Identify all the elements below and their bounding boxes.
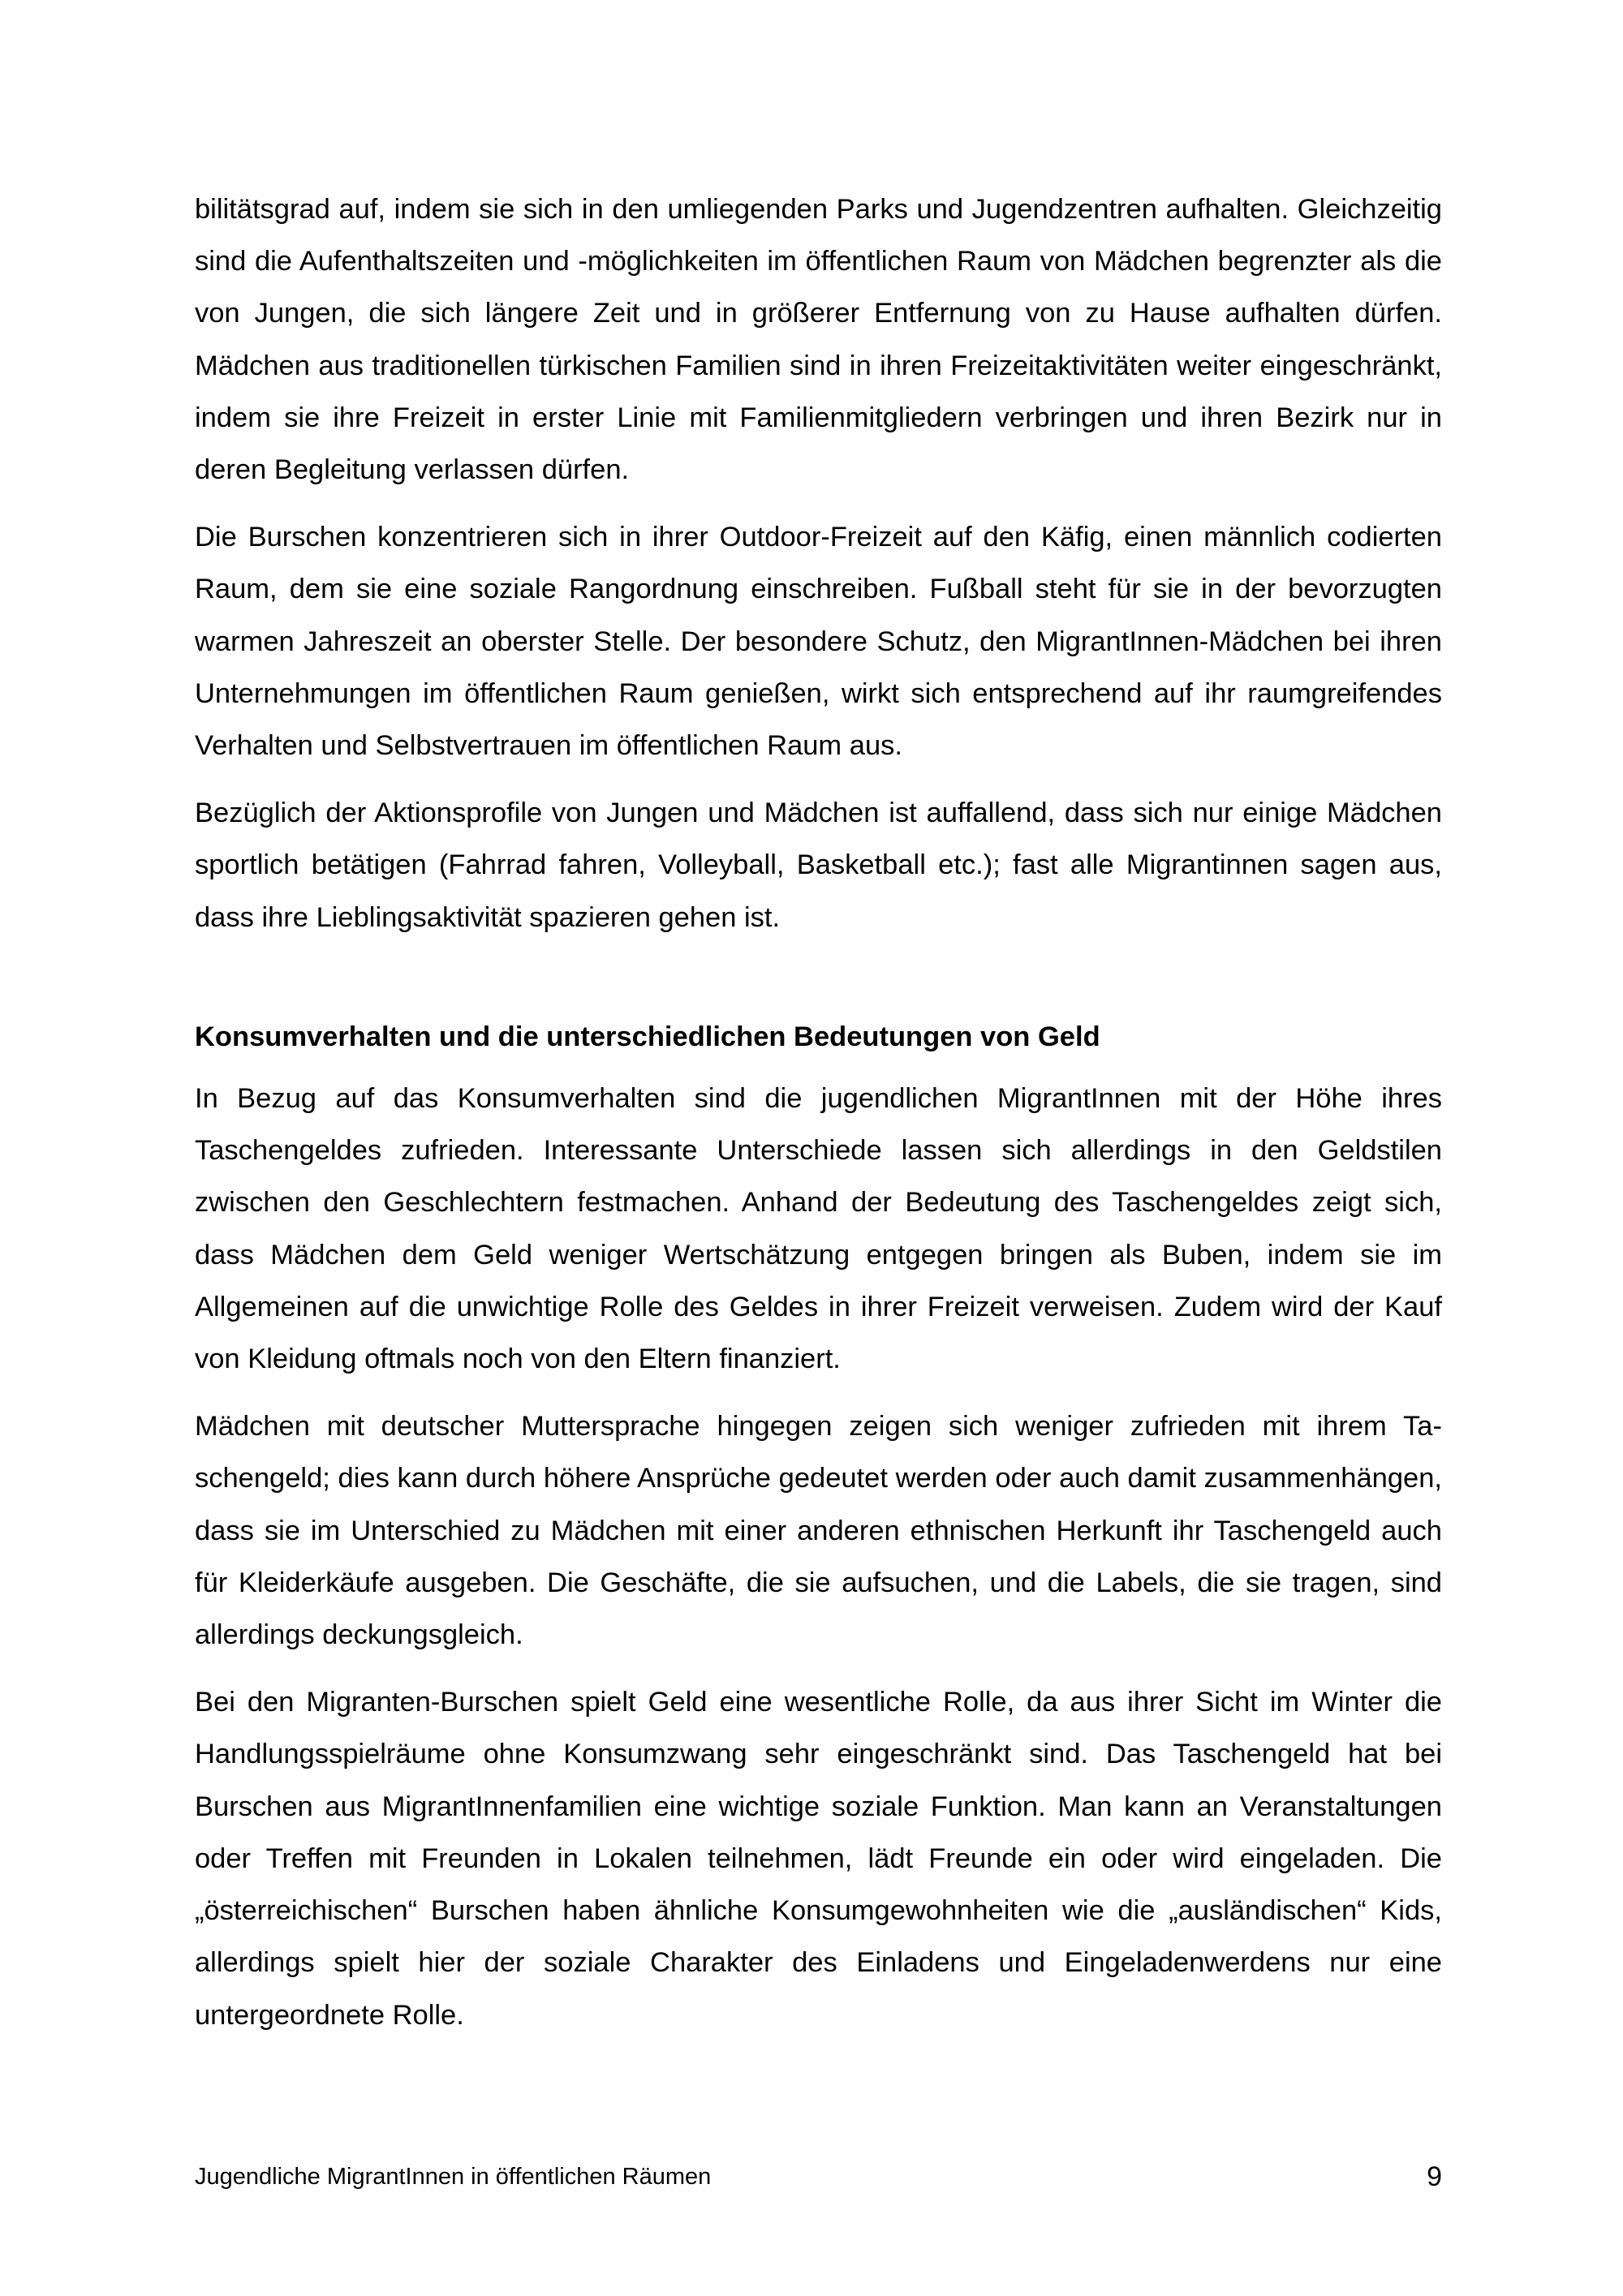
paragraph: Bei den Migranten-Burschen spielt Geld eine wesentliche Rolle, da aus ihrer Sicht im Winter die Handlungsspielräume ohne Konsumzwang sehr eingeschränkt sind. Das Taschengeld hat bei Burschen aus MigrantInnenfamilien eine wichtige soziale Funktion. Man kann an Veranstaltungen oder Treffen mit Freunden in Lokalen teilnehmen, lädt Freunde ein oder wird eingeladen. Die „österreichischen“ Burschen haben ähnliche Konsumgewohnheiten wie die „ausländischen“ Kids, allerdings spielt hier der soziale Charakter des Einladens und Eingeladenwerdens nur eine untergeordnete Rolle. [195,1687,1442,2031]
page-number: 9 [1427,2161,1442,2192]
section-heading: Konsumverhalten und die unterschiedlichen Bedeutungen von Geld [195,1021,1100,1052]
paragraph: Die Burschen konzentrieren sich in ihrer Outdoor-Freizeit auf den Käfig, einen männlich codierten Raum, dem sie eine soziale Rangordnung einschreiben. Fußball steht für sie in der bevorzugten warmen Jahreszeit an oberster Stelle. Der besondere Schutz, den MigrantInnen-Mädchen bei ihren Unternehmungen im öffentlichen Raum genießen, wirkt sich entsprechend auf ihr raumgreifendes Verhalten und Selbstvertrauen im öffentlichen Raum aus. [195,522,1442,762]
footer-title: Jugendliche MigrantInnen in öffentlichen Räumen [195,2164,712,2190]
paragraph: Mädchen mit deutscher Muttersprache hingegen zeigen sich weniger zufrieden mit ihrem Taschengeld; dies kann durch höhere Ansprüche gedeutet werden oder auch damit zusammenhängen, dass sie im Unterschied zu Mädchen mit einer anderen ethnischen Herkunft ihr Taschengeld auch für Kleiderkäufe ausgeben. Die Geschäfte, die sie aufsuchen, und die Labels, die sie tragen, sind allerdings deckungsgleich. [195,1411,1442,1651]
paragraph: In Bezug auf das Konsumverhalten sind die jugendlichen MigrantInnen mit der Höhe ihres Taschengeldes zufrieden. Interessante Unterschiede lassen sich allerdings in den Geldstilen zwischen den Geschlechtern festmachen. Anhand der Bedeutung des Taschengeldes zeigt sich, dass Mädchen dem Geld weniger Wertschätzung entgegen bringen als Buben, indem sie im Allgemeinen auf die unwichtige Rolle des Geldes in ihrer Freizeit verweisen. Zudem wird der Kauf von Kleidung oftmals noch von den Eltern finanziert. [195,1083,1442,1375]
body-text [195,183,1442,2057]
paragraph: bilitätsgrad auf, indem sie sich in den umliegenden Parks und Jugendzentren aufhalten. Gleichzeitig sind die Aufenthaltszeiten und -möglichkeiten im öffentlichen Raum von Mädchen begrenzter als die von Jungen, die sich längere Zeit und in größerer Entfernung von zu Hause aufhalten dürfen. Mädchen aus traditionellen türkischen Familien sind in ihren Freizeitaktivitäten weiter eingeschränkt, indem sie ihre Freizeit in erster Linie mit Familienmitgliedern verbringen und ihren Bezirk nur in deren Begleitung verlassen dürfen. [195,194,1442,486]
paragraph: Bezüglich der Aktionsprofile von Jungen und Mädchen ist auffallend, dass sich nur einige Mädchen sportlich betätigen (Fahrrad fahren, Volleyball, Basketball etc.); fast alle Migrantinnen sagen aus, dass ihre Lieblingsaktivität spazieren gehen ist. [195,798,1442,933]
